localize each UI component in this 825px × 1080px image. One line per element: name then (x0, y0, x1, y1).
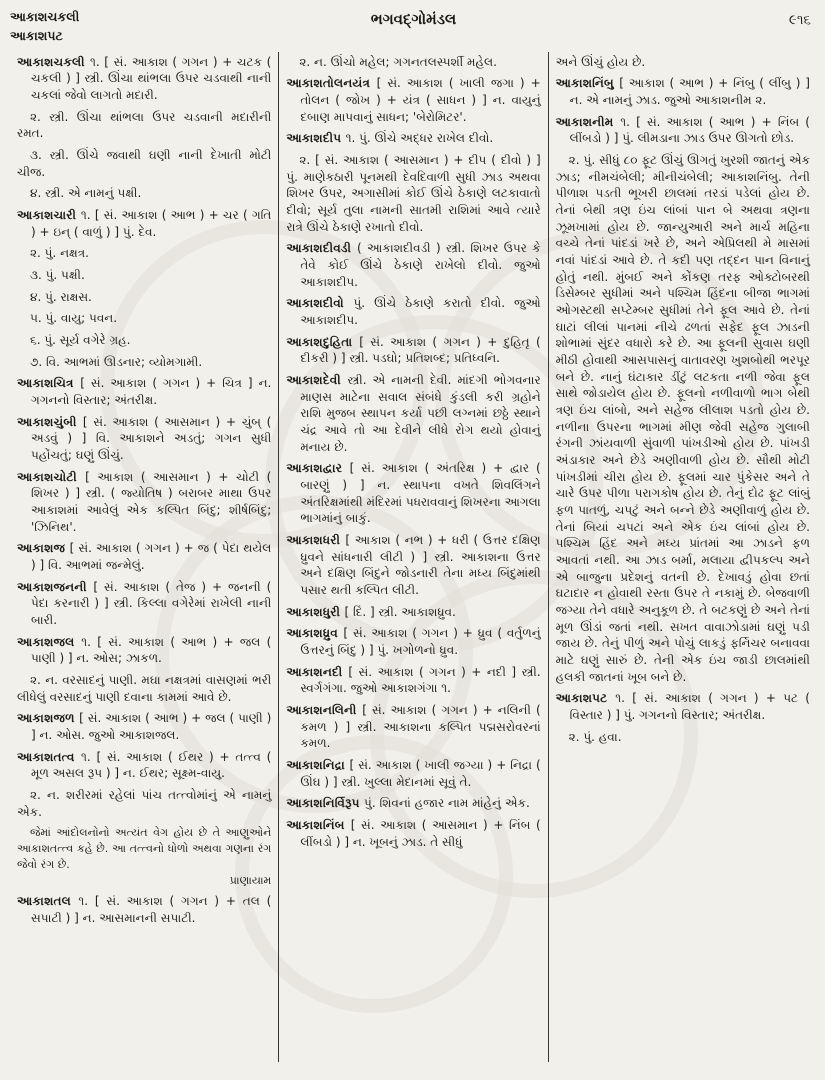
headword: આકાશધુરી (286, 604, 345, 619)
headword: આકાશજલ (17, 634, 82, 649)
entry-line: ૨. ન. શરીરમાં રહેલાં પાંચ તત્ત્વોમાંનું એ નામનું એક. (17, 788, 272, 819)
column-1 (10, 52, 278, 1062)
entry-line: ૨. ન. વરસાદનું પાણી. મઘા નક્ષત્રમાં વાસણમાં ભરી લીધેલું વરસાદનું પાણી દવાના કામમાં આવે છે. (17, 673, 272, 704)
page-header (10, 8, 817, 46)
dictionary-entry: આકાશધરી [ આકાશ ( નભ ) + ધરી ( ઉત્તર દક્ષિણ ધ્રુવને સાંધનારી લીટી ) ] સ્ત્રી. આકાશના ઉત્તર અને દક્ષિણ બિંદુને જોડનારી તેના મધ્ય બિંદુમાંથી પસાર થતી કલ્પિત લીટી. (286, 532, 541, 597)
entry-line: અને ઊંચું હોય છે. (555, 54, 646, 69)
headword: આકાશધ્રુવ (286, 626, 344, 641)
dictionary-entry: આકાશચુંબી [ સં. આકાશ ( આસમાન ) + ચુંબ્ ( અડવું ) ] વિ. આકાશને અડતું; ગગન સુધી પહોંચતું; ઘણું ઊંચું. (17, 414, 272, 462)
dictionary-entry: આકાશચોટી [ આકાશ ( આસમાન ) + ચોટી ( શિખર ) ] સ્ત્રી. ( જ્યોતિષ ) બરાબર માથા ઉપર આકાશમાં આવેલું એક કલ્પિત બિંદુ; શીર્ષબિંદુ; 'ઝિનિથ'. (17, 469, 272, 534)
dictionary-entry: આકાશધ્રુવ [ સં. આકાશ ( ગગન ) + ધ્રુવ ( વર્તુળનું ઉત્તરનું બિંદુ ) ] પું. ખગોળનો ધ્રુવ. (286, 626, 541, 657)
headword: આકાશદીપ (286, 131, 346, 146)
headword: આકાશનિંબુ (555, 76, 620, 91)
column-2 (278, 52, 547, 1062)
dictionary-entry: આકાશતત્વ ૧. [ સં. આકાશ ( ઈથર ) + તત્ત્વ ( મૂળ અસલ રૂપ ) ] ન. ઈથર; સૂક્ષ્મ-વાયુ. (17, 749, 272, 781)
dictionary-entry: આકાશદેવી સ્ત્રી. એ નામની દેવી. માંદગી ભોગવનાર માણસ માટેના સવાલ સંબંધે કુંડલી કરી ગ્રહોને રાશિ મુજબ સ્થાપન કર્યા પછી લગ્નમાં છઠ્ઠે સ્થાને ચંદ્ર આવે તો આ દેવીને લીધે રોગ થયો હોવાનું મનાય છે. (286, 372, 541, 454)
headword: આકાશચિત્ર (17, 376, 81, 391)
headword: આકાશજ (17, 541, 70, 556)
dictionary-entry: આકાશદ્વાર [ સં. આકાશ ( અંતરિક્ષ ) + દ્વાર ( બારણું ) ] ન. સ્થાપના વખતે શિવલિંગને અંતરિક્ષમાંથી મંદિરમાં પધરાવવાનું શિખરના આગલા ભાગમાંનું બાકું. (286, 461, 541, 526)
entry-line: ૨. સ્ત્રી. ઊંચા થાંભલા ઉપર ચડવાની મદારીની રમત. (17, 109, 272, 141)
headword: આકાશચુંબી (17, 414, 83, 429)
entry-line: ૩. પું. પક્ષી. (30, 267, 85, 282)
dictionary-entry: આકાશજલ ૧. [ સં. આકાશ ( આભ ) + જલ ( પાણી ) ] ન. ઓસ; ઝાકળ. (17, 634, 272, 666)
headword: આકાશનલિની (286, 703, 363, 718)
headword: આકાશનદી (286, 664, 349, 679)
dictionary-entry: આકાશધુરી [ દિં. ] સ્ત્રી. આકાશધ્રુવ. (286, 604, 456, 619)
dictionary-entry: આકાશદીપ ૧. પું. ઊંચે અદ્ધર રાખેલ દીવો. (286, 131, 494, 146)
dictionary-entry: આકાશનીમ ૧. [ સં. આકાશ ( આભ ) + નિંબ ( લીંબડો ) ] પું. લીમડાના ઝાડ ઉપર ઊગતો છોડ. (555, 114, 810, 146)
headword: આકાશદીવો (286, 296, 354, 311)
headword: આકાશતત્વ (17, 749, 81, 764)
dictionary-entry: આકાશતોલનયંત્ર [ સં. આકાશ ( ખાલી જગા ) + તોલન ( જોખ ) + યંત્ર ( સાધન ) ] ન. વાયુનું દબાણ માપવાનું સાધન; 'બેરોમિટર'. (286, 76, 541, 124)
headword: આકાશતોલનયંત્ર (286, 76, 377, 91)
headword: આકાશનીમ (555, 114, 621, 129)
dictionary-entry: આકાશજનની [ સં. આકાશ ( તેજ ) + જનની ( પેદા કરનારી ) ] સ્ત્રી. કિલ્લા વગેરેમાં રાખેલી નાની બારી. (17, 579, 272, 627)
dictionary-entry: આકાશદીવડી ( આકાશદીવડી ) સ્ત્રી. શિખર ઉપર કે તેવે કોઈ ઊંચે ઠેકાણે રાખેલો દીવો. જુઓ આકાશદીપ. (286, 241, 541, 289)
headword: આકાશદીવડી (286, 241, 358, 256)
text-columns (10, 52, 817, 1062)
headword: આકાશનિર્વિરૂપ (286, 796, 365, 811)
headword: આકાશદુહિતા (286, 334, 360, 349)
dictionary-entry: આકાશનલિની [ સં. આકાશ ( ગગન ) + નલિની ( કમળ ) ] સ્ત્રી. આકાશના કલ્પિત પદ્મસરોવરનાં કમળ. (286, 703, 541, 751)
entry-line: ૭. વિ. આભમાં ઊડનાર; વ્યોમગામી. (30, 354, 203, 369)
headword: આકાશજળ (17, 711, 80, 726)
running-headword-first: આકાશચકલી (10, 9, 80, 24)
running-headword-last: આકાશપટ (10, 27, 63, 43)
headword: આકાશતલ (17, 894, 79, 909)
headword: આકાશનિદ્રા (286, 758, 350, 773)
dictionary-entry: આકાશનિંબ [ સં. આકાશ ( આસમાન ) + નિંબ ( લીંબડો ) ] ન. ખૂબનું ઝાડ. તે સીધું (286, 818, 541, 849)
dictionary-entry: આકાશનિંબુ [ આકાશ ( આભ ) + નિંબુ ( લીંબુ ) ] ન. એ નામનું ઝાડ. જુઓ આકાશનીમ ૨. (555, 76, 810, 107)
headword: આકાશધરી (286, 532, 346, 547)
entry-line: ૨. [ સં. આકાશ ( આસમાન ) + દીપ ( દીવો ) ] પું. માણેકઠારી પૂનમથી દેવદિવાળી સુધી ઝાડ અથવા શિખર ઉપર, અગાસીમાં કોઈ ઊંચે ઠેકાણે લટકાવાતો દીવો; સૂર્ય તુલા નામની સાતમી રાશિમાં આવે ત્યારે રાત્રે ઊંચે ઠેકાણે રખાતો દીવો. (286, 152, 541, 234)
dictionary-entry: આકાશદીવો પું. ઊંચે ઠેકાણે કરાતો દીવો. જુઓ આકાશદીપ. (286, 296, 541, 327)
dictionary-entry: આકાશતલ ૧. [ સં. આકાશ ( ગગન ) + તલ ( સપાટી ) ] ન. આસમાનની સપાટી. (17, 894, 272, 926)
headword: આકાશજનની (17, 579, 94, 594)
headword: આકાશચારી (17, 207, 81, 222)
dictionary-entry: આકાશદુહિતા [ સં. આકાશ ( ગગન ) + દુહિતૃ ( દીકરી ) ] સ્ત્રી. પડઘો; પ્રતિશબ્દ; પ્રતિધ્વનિ. (286, 334, 541, 366)
entry-line: ૩. સ્ત્રી. ઊંચે જવાથી ઘણી નાની દેખાતી મોટી ચીજ. (17, 147, 272, 179)
entry-line: ૨. પું. હવા. (568, 729, 622, 744)
page-number: ૯૧૬ (788, 12, 811, 28)
dictionary-entry: આકાશચારી ૧. [ સં. આકાશ ( આભ ) + ચર ( ગતિ ) + ઇન્ ( વાળું ) ] પું. દેવ. (17, 207, 272, 239)
dictionary-entry: આકાશનિર્વિરૂપ પું. શિવનાં હજાર નામ માંહેનું એક. (286, 796, 530, 811)
headword: આકાશદ્વાર (286, 461, 350, 476)
dictionary-entry: આકાશચકલી ૧. [ સં. આકાશ ( ગગન ) + ચટક ( ચકલી ) ] સ્ત્રી. ઊંચા થાંભલા ઉપર ચડવાથી નાની ચકલાં જેવો લાગતો મદારી. (17, 54, 272, 102)
entry-line: ૪. સ્ત્રી. એ નામનું પક્ષી. (30, 186, 142, 201)
dictionary-entry: આકાશચિત્ર [ સં. આકાશ ( ગગન ) + ચિત્ર ] ન. ગગનનો વિસ્તાર; અંતરીક્ષ. (17, 376, 272, 407)
entry-line: ૨. પું. સીધું ૮૦ ફૂટ ઊંચું ઊગતું ખુરશી જાતનું એક ઝાડ; નીમચંબેલી; મીનીચંબેલી; આકાશનિંબુ. તેની પીળાશ પડતી ભૂખરી છાલમાં તરડાં પડેલાં હોય છે. તેનાં બેથી ત્રણ ઇંચ લાંબાં પાન બે અથવા ત્રણના ઝૂમખામાં હોય છે. જાન્યુઆરી અને માર્ચ મહિના વચ્ચે તેનાં પાંદડાં ખરે છે, અને એપ્રિલથી મે માસમાં નવાં પાંદડાં આવે છે. તે કદી પણ તદ્દન પાન વિનાનું હોતું નથી. મુંબઈ અને કોંકણ તરફ ઓક્ટોબરથી ડિસેમ્બર સુધીમાં અને પશ્ચિમ હિંદના બીજા ભાગમાં ઓગસ્ટથી સપ્ટેમ્બર સુધીમાં તેને ફૂલ આવે છે. તેનાં ઘાટાં લીલાં પાનમાં નીચે ઢળતાં સફેદ ફૂલ ઝાડની શોભામાં સુંદર વધારો કરે છે. આ ફૂલની સુવાસ ઘણી મીઠી હોવાથી આસપાસનું વાતાવરણ ખુશબોથી ભરપૂર બને છે. નાનું ઘંટાકાર ડીંટું લટકતા નળી જેવા ફૂલ સાથે જોડાયેલ હોય છે. ફૂલનો નળીવાળો ભાગ બેથી ત્રણ ઇંચ લાંબો, અને સહેજ લીલાશ પડતો હોય છે. નળીના ઉપરના ભાગમાં મીણ જેવી સહેજ ગુલાબી રંગની ઝાંયવાળી સુંવાળી પાંખડીઓ હોય છે. પાંખડી અંડાકાર અને છેડે અણીવાળી હોય છે. સૌથી મોટી પાંખડીમાં ચીરા હોય છે. ફૂલમાં ચાર પુંકેસર અને તે ચારે ઉપર પીળા પરાગકોષ હોય છે. તેનું દોઢ ફૂટ લાંબું ફળ પાતળું, ચપટું અને બન્ને છેડે અણીવાળું હોય છે. તેનાં બિયાં ચપટાં અને એક ઇંચ લાંબાં હોય છે. પશ્ચિમ હિંદ અને મધ્ય પ્રાંતમાં આ ઝાડને ફળ આવતાં નથી. આ ઝાડ બર્મા, મલાયા દ્વીપકલ્પ અને એ બાજુના પ્રદેશનું વતની છે. દેખાવડું હોવા છતાં ઘટાદાર ન હોવાથી રસ્તા ઉપર તે નકામું છે. બેજવાળી જગ્યા તેને વધારે અનુકૂળ છે. તે બટકણું છે અને તેનાં મૂળ ઊંડાં જતાં નથી. સખત વાવાઝોડામાં ઘણું પડી જાય છે. તેનું પીળું અને પોચું લાકડું ફર્નિચર બનાવવા માટે ઘણું સારું છે. તેની એક ઇંચ જાડી છાલમાંથી હલકી જાતનાં ખૂબ બને છે. (555, 152, 810, 684)
dictionary-entry: આકાશનદી [ સં. આકાશ ( ગગન ) + નદી ] સ્ત્રી. સ્વર્ગગંગા. જુઓ આકાશગંગા ૧. (286, 664, 541, 696)
dictionary-entry: આકાશજ [ સં. આકાશ ( ગગન ) + જ ( પેદા થયેલ ) ] વિ. આભમાં જન્મેલું. (17, 541, 272, 572)
headword: આકાશચકલી (17, 54, 90, 69)
entry-line: ૬. પું. સૂર્ય વગેરે ગ્રહ. (30, 332, 131, 347)
headword: આકાશચોટી (17, 469, 86, 484)
entry-line: ૫. પું. વાયુ; પવન. (30, 311, 118, 326)
headword: આકાશનિંબ (286, 818, 351, 833)
entry-line: જેમાં આંદોલનોનો અત્યંત વેગ હોય છે તે આણુઓને આકાશતત્ત્વ કહે છે. આ તત્ત્વનો ધોળો અથવા ગણના રંગ જેવો રંગ છે. (17, 826, 272, 871)
headword: આકાશદેવી (286, 372, 348, 387)
entry-line: ૨. પું. નક્ષત્ર. (30, 246, 89, 261)
column-3 (548, 52, 817, 1062)
running-headwords (10, 8, 371, 46)
entry-line: ૪. પું. રાક્ષસ. (30, 289, 92, 304)
dictionary-entry: આકાશજળ [ સં. આકાશ ( આભ ) + જલ ( પાણી ) ] ન. ઓસ. જુઓ આકાશજલ. (17, 711, 272, 743)
dictionary-entry: આકાશપટ ૧. [ સં. આકાશ ( ગગન ) + પટ ( વિસ્તાર ) ] પું. ગગનનો વિસ્તાર; અંતરીક્ષ. (555, 691, 810, 723)
entry-line: ૨. ન. ઊંચો મહેલ; ગગનતલસ્પર્શી મહેલ. (299, 54, 497, 69)
dictionary-entry: આકાશનિદ્રા [ સં. આકાશ ( ખાલી જગ્યા ) + નિદ્રા ( ઊંઘ ) ] સ્ત્રી. ખુલ્લા મેદાનમાં સૂવું તે. (286, 758, 541, 789)
book-title: ભગવદ્ગોમંડલ (370, 10, 457, 28)
entry-line: પ્રાણાયામ (229, 874, 272, 888)
headword: આકાશપટ (555, 691, 616, 706)
